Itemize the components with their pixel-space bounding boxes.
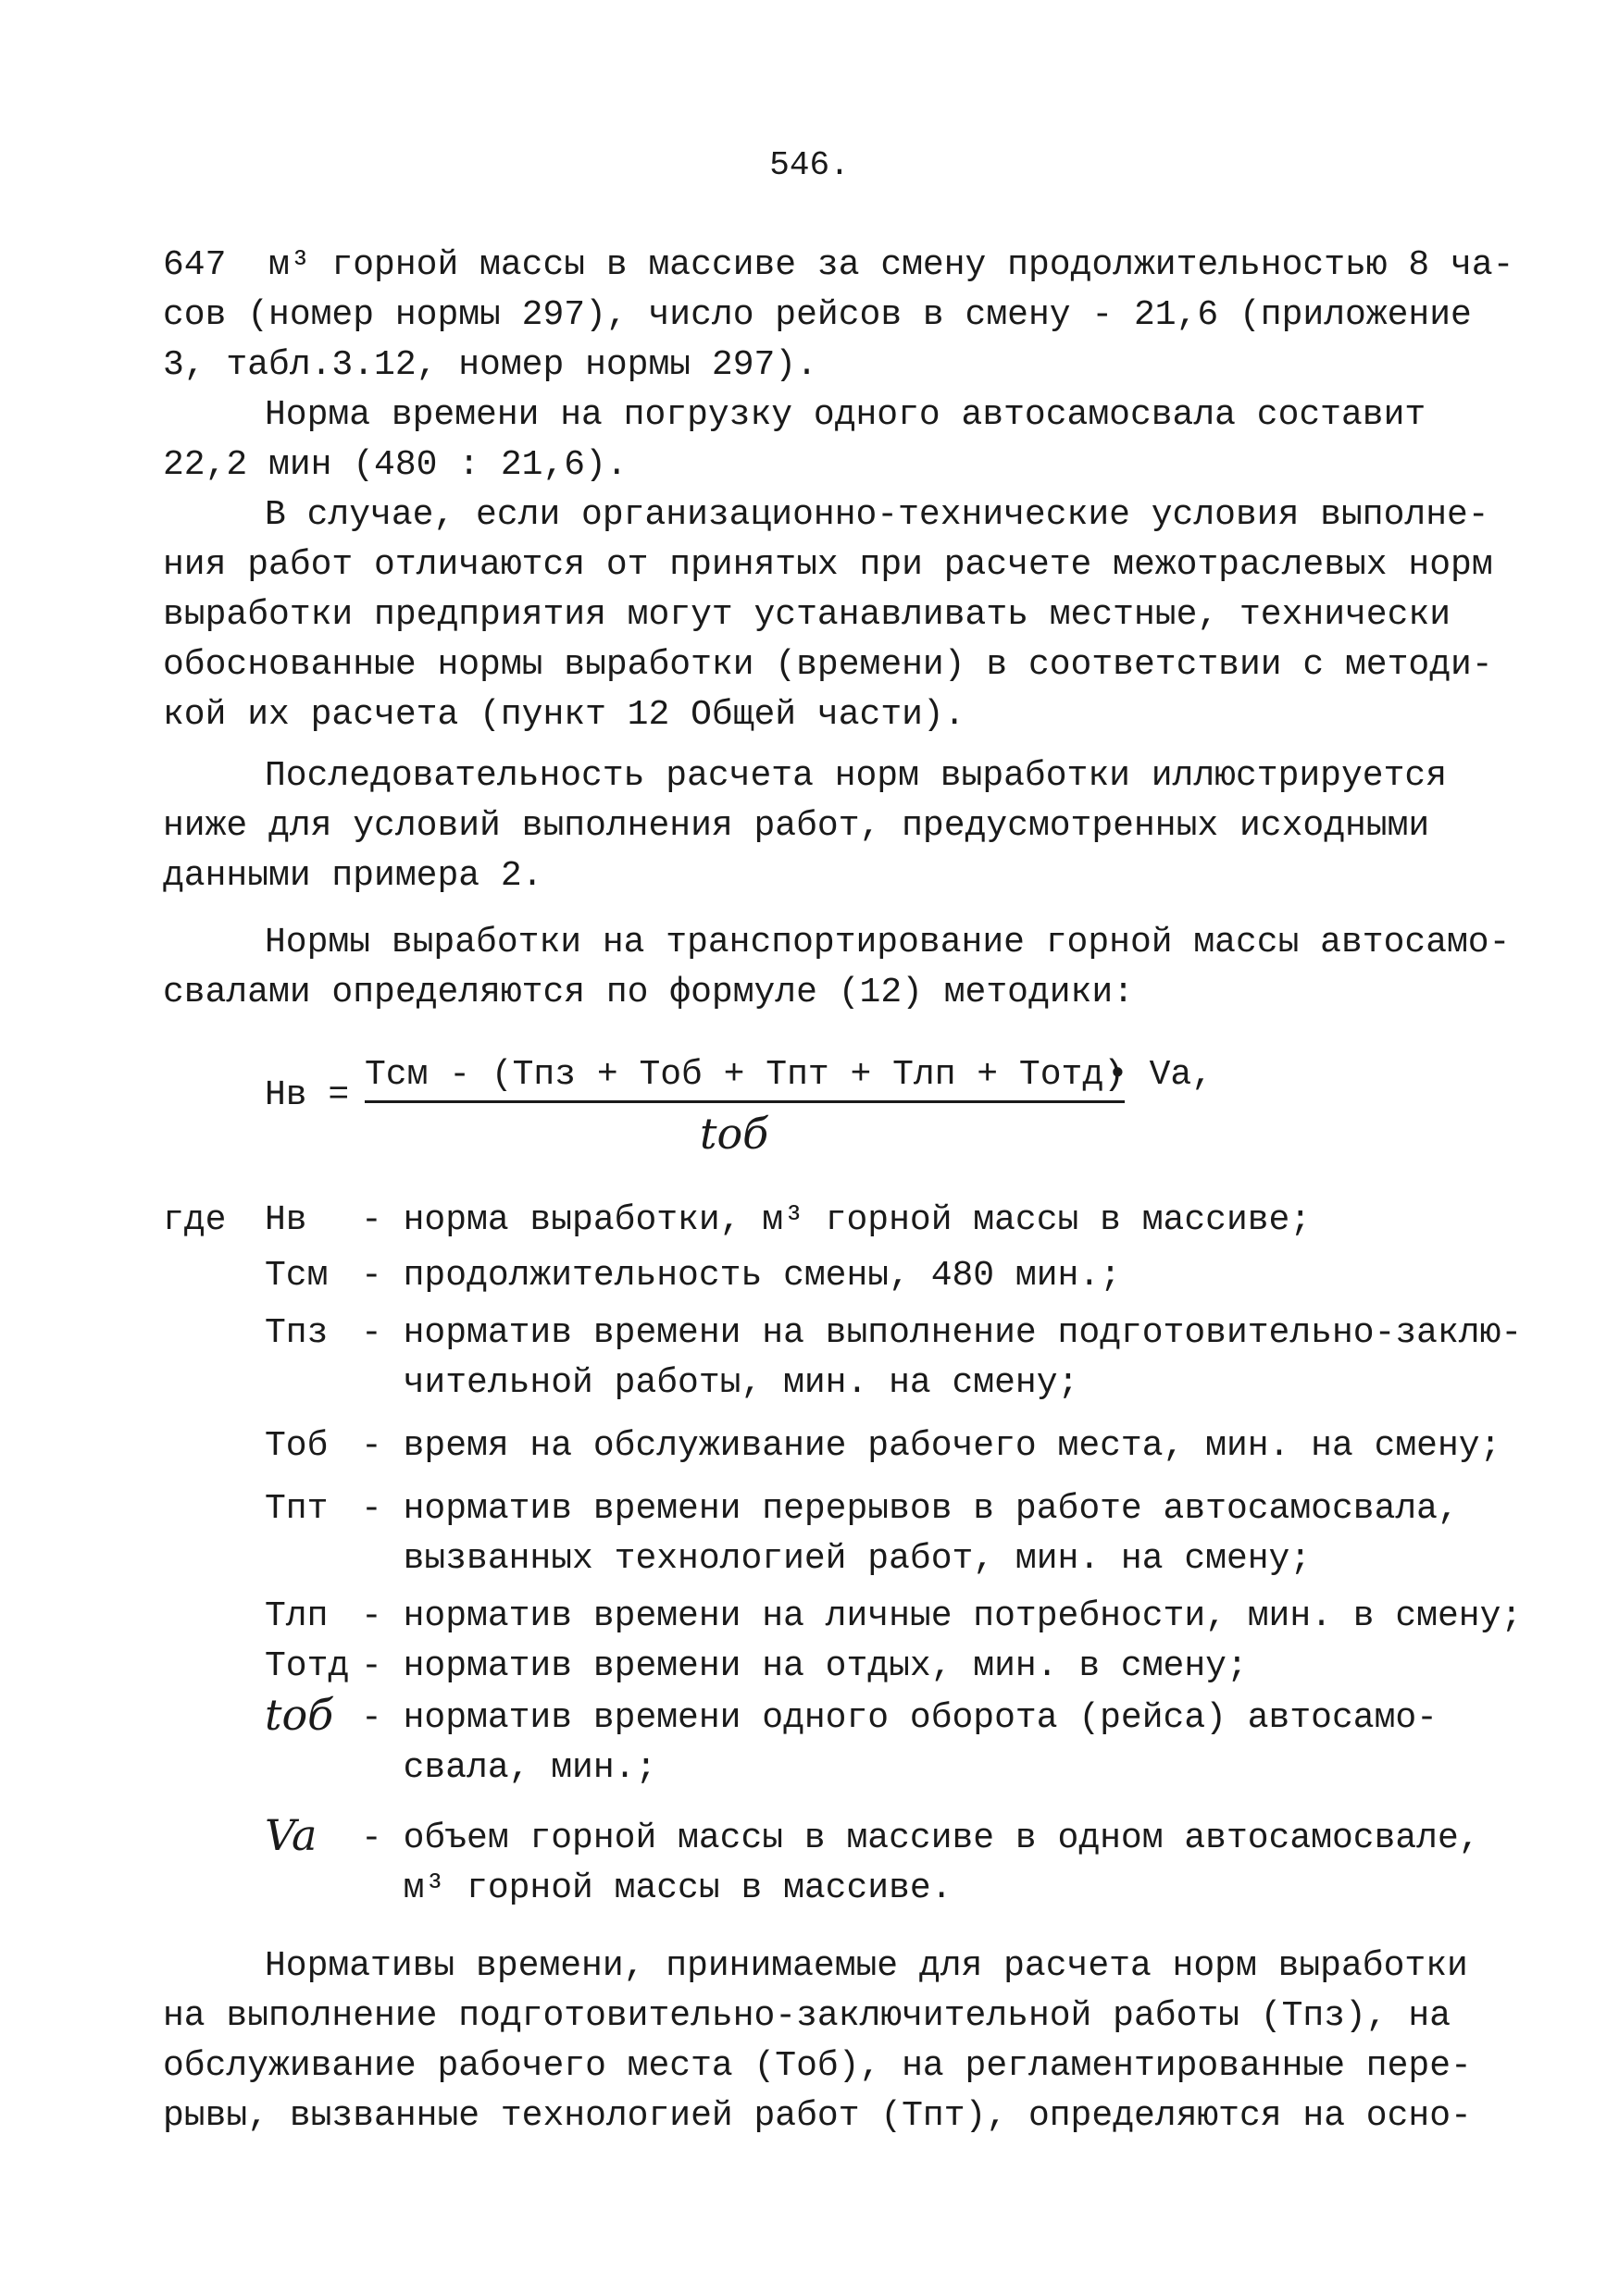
- def-text-hv-1: - норма выработки, м³ горной массы в массиве;: [361, 1200, 1312, 1240]
- para4-line-2: ниже для условий выполнения работ, предусмотренных исходными: [163, 806, 1430, 846]
- def-text-tpt-2: вызванных технологией работ, мин. на смену;: [361, 1539, 1312, 1579]
- para6-line-2: на выполнение подготовительно-заключительной работы (Тпз), на: [163, 1996, 1451, 2036]
- def-text-tpz-2: чительной работы, мин. на смену;: [361, 1363, 1079, 1403]
- para1-line-1: 647 м³ горной массы в массиве за смену продолжительностью 8 ча-: [163, 245, 1514, 285]
- def-text-tpt-1: - норматив времени перерывов в работе автосамосвала,: [361, 1489, 1459, 1529]
- def-text-tob-1: - время на обслуживание рабочего места, мин. на смену;: [361, 1426, 1501, 1466]
- formula-numerator: Тсм - (Тпз + Тоб + Тпт + Тлп + Тотд): [365, 1055, 1125, 1103]
- def-symbol-tob: Тоб: [265, 1426, 329, 1466]
- para3-line-5: кой их расчета (пункт 12 Общей части).: [163, 695, 965, 735]
- def-text-tsm-1: - продолжительность смены, 480 мин.;: [361, 1256, 1121, 1296]
- def-symbol-tpz: Тпз: [265, 1313, 329, 1353]
- def-text-tlp-1: - норматив времени на личные потребности, мин. в смену;: [361, 1596, 1523, 1636]
- para4-line-3: данными примера 2.: [163, 856, 543, 896]
- def-text-totd-1: - норматив времени на отдых, мин. в смену;: [361, 1646, 1248, 1686]
- para1-line-2: сов (номер нормы 297), число рейсов в смену - 21,6 (приложение: [163, 295, 1472, 335]
- para5-line-2: свалами определяются по формуле (12) методики:: [163, 973, 1134, 1012]
- para1-line-3: 3, табл.3.12, номер нормы 297).: [163, 345, 817, 385]
- def-symbol-totd: Тотд: [265, 1646, 350, 1686]
- para4-line-1: Последовательность расчета норм выработки иллюстрируется: [265, 756, 1448, 796]
- para6-line-3: обслуживание рабочего места (Тоб), на регламентированные пере-: [163, 2046, 1472, 2086]
- def-text-va-2: м³ горной массы в массиве.: [361, 1868, 953, 1908]
- formula-lhs: Нв =: [265, 1075, 350, 1115]
- para3-line-2: ния работ отличаются от принятых при расчете межотраслевых норм: [163, 545, 1493, 585]
- where-label: где: [163, 1200, 227, 1240]
- para3-line-3: выработки предприятия могут устанавливать местные, технически: [163, 595, 1451, 635]
- def-symbol-tlp: Тлп: [265, 1596, 329, 1636]
- def-text-tpz-1: - норматив времени на выполнение подготовительно-заклю-: [361, 1313, 1523, 1353]
- para2-line-2: 22,2 мин (480 : 21,6).: [163, 445, 628, 485]
- def-symbol-tpt: Тпт: [265, 1489, 329, 1529]
- para3-line-4: обоснованные нормы выработки (времени) в соответствии с методи-: [163, 645, 1493, 685]
- def-symbol-tsm: Тсм: [265, 1256, 329, 1296]
- formula-tail: • Va,: [1107, 1055, 1214, 1095]
- para2-line-1: Норма времени на погрузку одного автосамосвала составит: [265, 395, 1426, 435]
- def-text-tob-cycle-1: - норматив времени одного оборота (рейса) автосамо-: [361, 1698, 1438, 1738]
- para5-line-1: Нормы выработки на транспортирование горной массы автосамо-: [265, 923, 1511, 962]
- para6-line-1: Нормативы времени, принимаемые для расчета норм выработки: [265, 1946, 1468, 1986]
- def-text-va-1: - объем горной массы в массиве в одном автосамосвале,: [361, 1818, 1480, 1858]
- para3-line-1: В случае, если организационно-технические условия выполне-: [265, 495, 1489, 535]
- para6-line-4: рывы, вызванные технологией работ (Тпт), определяются на осно-: [163, 2096, 1472, 2136]
- formula-denominator: tоб: [700, 1109, 769, 1159]
- def-symbol-va: Va: [265, 1810, 318, 1860]
- page-number: 546.: [769, 146, 850, 184]
- def-text-tob-cycle-2: свала, мин.;: [361, 1748, 657, 1788]
- def-symbol-hv: Нв: [265, 1200, 307, 1240]
- def-symbol-tob-cycle: tоб: [265, 1690, 334, 1740]
